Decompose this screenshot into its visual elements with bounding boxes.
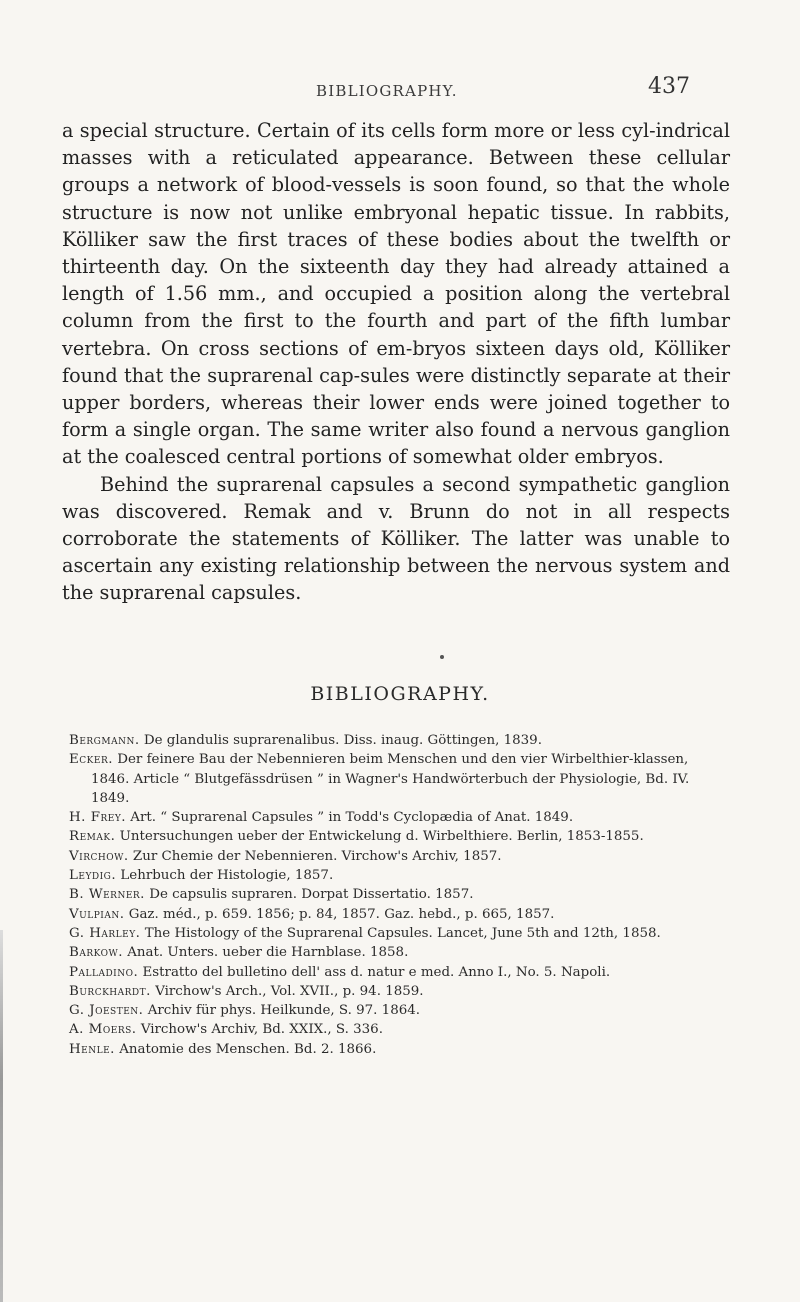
- bib-author: Virchow.: [69, 848, 129, 864]
- bib-entry: [69, 982, 729, 1001]
- bib-author: B. Werner.: [69, 887, 145, 903]
- section-dot: [440, 655, 444, 659]
- bib-entry: [69, 827, 729, 846]
- bib-entry: [69, 963, 729, 982]
- paragraph-1: a special structure. Certain of its cells form more or less cyl-indrical masses with a reticulated appearance. Between these cellular groups a network of blood-vessels is soon found, so that the whole structure is now not unlike embryonal hepatic tissue. In rabbits, Kölliker saw the first traces of these bodies about the twelfth or thirteenth day. On the sixteenth day they had already attained a length of 1.56 mm., and occupied a position along the vertebral column from the first to the fourth and part of the fifth lumbar vertebra. On cross sections of em-bryos sixteen days old, Kölliker found that the suprarenal cap-sules were distinctly separate at their upper borders, whereas their lower ends were joined together to form a single organ. The same writer also found a nervous ganglion at the coalesced central portions of somewhat older embryos.: [62, 119, 730, 469]
- bib-author: Remak.: [69, 829, 116, 845]
- bib-text: Untersuchungen ueber der Entwickelung d. Wirbelthiere. Berlin, 1853-1855.: [119, 829, 644, 845]
- bib-entry: [69, 866, 729, 885]
- page-number: 437: [648, 74, 690, 99]
- bib-text: Anat. Unters. ueber die Harnblase. 1858.: [127, 945, 409, 961]
- binding-edge: [0, 930, 3, 1302]
- bibliography-list: [69, 731, 729, 1059]
- bib-text: Zur Chemie der Nebennieren. Virchow's Archiv, 1857.: [132, 848, 502, 864]
- bib-entry: [69, 1020, 729, 1039]
- bib-entry: [69, 905, 729, 924]
- bib-text: The Histology of the Suprarenal Capsules. Lancet, June 5th and 12th, 1858.: [144, 925, 661, 941]
- bib-author: Henle.: [69, 1041, 115, 1057]
- bib-text: Virchow's Arch., Vol. XVII., p. 94. 1859.: [155, 983, 424, 999]
- bib-author: G. Joesten.: [69, 1003, 144, 1019]
- bib-author: Bergmann.: [69, 733, 140, 748]
- bib-entry: [69, 885, 729, 904]
- running-head: BIBLIOGRAPHY.: [316, 82, 458, 100]
- bib-entry: [69, 1040, 729, 1059]
- bib-entry: [69, 847, 729, 866]
- bib-text: Estratto del bulletino dell' ass d. natur e med. Anno I., No. 5. Napoli.: [142, 964, 611, 980]
- bib-text: Der feinere Bau der Nebennieren beim Menschen und den vier Wirbelthier-klassen, 1846. Article “ Blutgefässdrüsen ” in Wagner's Handwörterbuch der Physiologie, Bd. IV. 1849.: [91, 752, 690, 806]
- bib-entry: [69, 731, 729, 750]
- bib-entry: [69, 808, 729, 827]
- paragraph-2: Behind the suprarenal capsules a second sympathetic ganglion was discovered. Remak and v. Brunn do not in all respects corroborate the statements of Kölliker. The latter was unable to ascertain any existing relationship between the nervous system and the suprarenal capsules.: [62, 472, 730, 605]
- body-text: [62, 117, 730, 607]
- bib-entry: [69, 943, 729, 962]
- bib-entry: [69, 924, 729, 943]
- bib-author: H. Frey.: [69, 810, 127, 826]
- bib-entry: [69, 750, 729, 808]
- bib-text: Anatomie des Menschen. Bd. 2. 1866.: [119, 1041, 377, 1057]
- bib-text: Lehrbuch der Histologie, 1857.: [120, 868, 334, 884]
- bib-text: De glandulis suprarenalibus. Diss. inaug. Göttingen, 1839.: [143, 733, 542, 748]
- bib-text: Archiv für phys. Heilkunde, S. 97. 1864.: [147, 1003, 421, 1019]
- bib-author: Barkow.: [69, 945, 123, 961]
- bib-author: G. Harley.: [69, 925, 141, 941]
- bib-author: Burckhardt.: [69, 983, 151, 999]
- bib-author: Vulpian.: [69, 906, 125, 922]
- bib-text: Virchow's Archiv, Bd. XXIX., S. 336.: [140, 1022, 383, 1038]
- bib-author: Ecker.: [69, 752, 113, 768]
- bib-text: Art. “ Suprarenal Capsules ” in Todd's Cyclopædia of Anat. 1849.: [130, 810, 574, 826]
- bib-text: De capsulis supraren. Dorpat Dissertatio. 1857.: [149, 887, 474, 903]
- bib-text: Gaz. méd., p. 659. 1856; p. 84, 1857. Gaz. hebd., p. 665, 1857.: [128, 906, 555, 922]
- bib-author: A. Moers.: [69, 1022, 137, 1038]
- bib-author: Leydig.: [69, 868, 117, 884]
- bib-author: Palladino.: [69, 964, 139, 980]
- bibliography-heading: BIBLIOGRAPHY.: [310, 683, 490, 705]
- bib-entry: [69, 1001, 729, 1020]
